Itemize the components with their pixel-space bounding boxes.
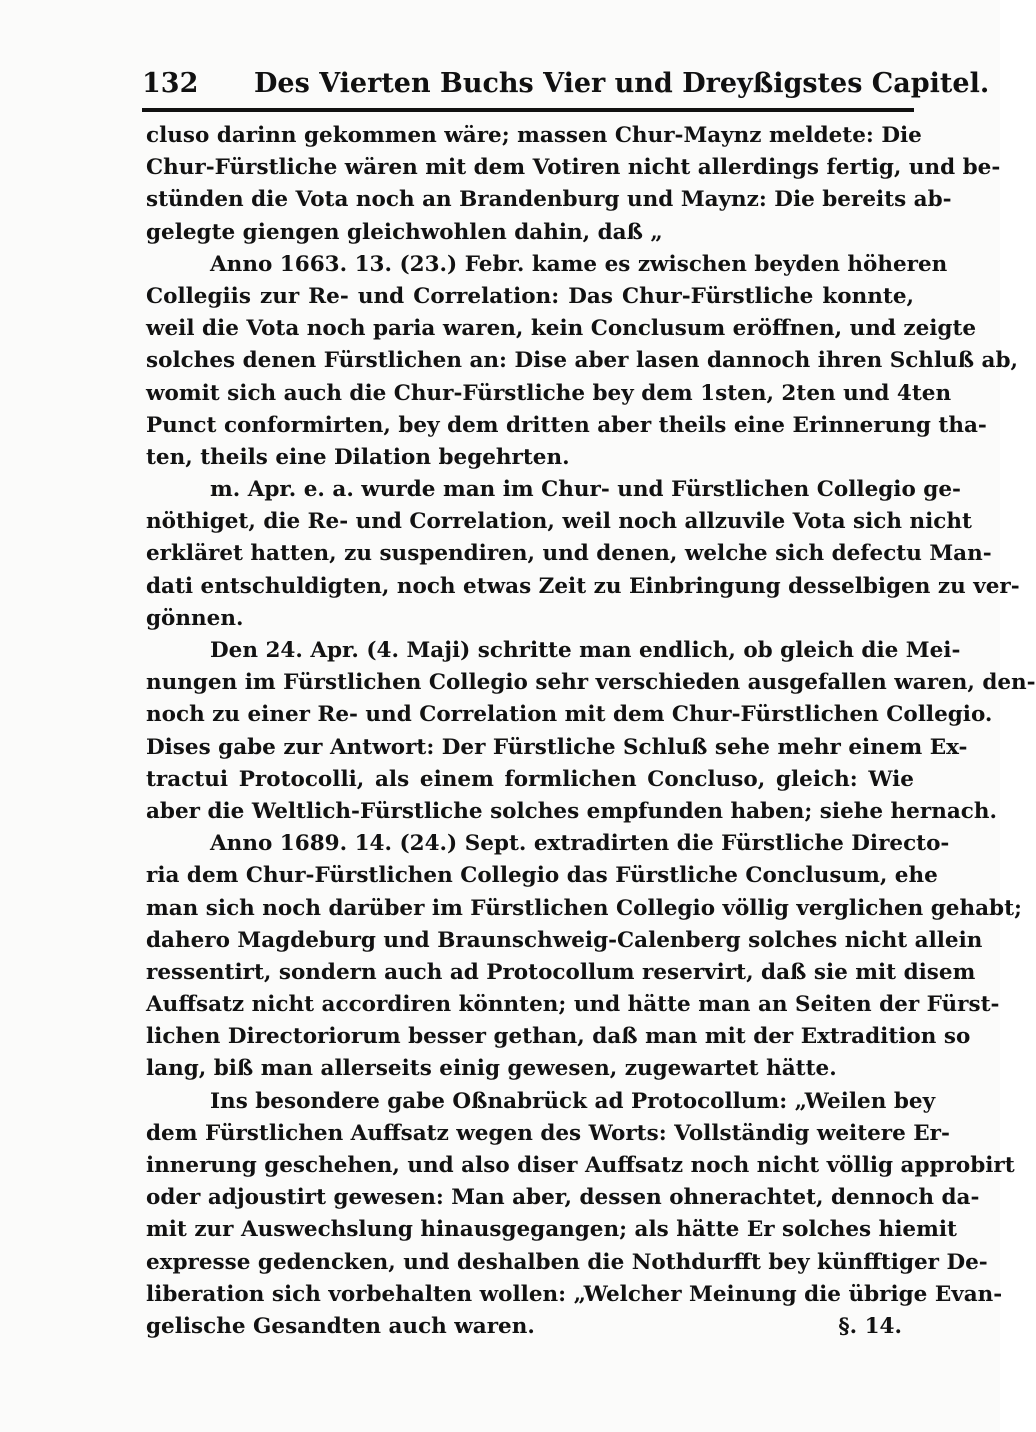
text-line: liberation sich vorbehalten wollen: „Welcher Meinung die übrige Evan- <box>146 1281 1003 1307</box>
text-line: gelegte giengen gleichwohlen dahin, daß „ <box>146 219 663 245</box>
text-line: nöthiget, die Re- und Correlation, weil noch allzuvile Vota sich nicht <box>146 509 972 535</box>
text-line: expresse gedencken, und deshalben die Nothdurfft bey künfftiger De- <box>146 1249 988 1275</box>
text-line: Anno 1663. 13. (23.) Febr. kame es zwischen beyden höheren <box>210 251 948 277</box>
running-title: Des Vierten Buchs Vier und Dreyßigstes Capitel. <box>254 68 990 99</box>
text-line: dahero Magdeburg und Braunschweig-Calenberg solches nicht allein <box>146 927 983 953</box>
text-line: gönnen. <box>146 605 244 631</box>
text-line: Auffsatz nicht accordiren könnten; und hätte man an Seiten der Fürst- <box>146 992 1000 1018</box>
text-line: mit zur Auswechslung hinausgegangen; als hätte Er solches hiemit <box>146 1217 957 1243</box>
text-line: ressentirt, sondern auch ad Protocollum reservirt, daß sie mit disem <box>146 959 976 985</box>
body-text <box>146 120 1036 1343</box>
text-line: oder adjoustirt gewesen: Man aber, dessen ohnerachtet, dennoch da- <box>146 1185 980 1211</box>
text-line: Dises gabe zur Antwort: Der Fürstliche Schluß sehe mehr einem Ex- <box>146 734 968 760</box>
text-line: gelische Gesandten auch waren. §. 14. <box>146 1311 914 1343</box>
text-line: dati entschuldigten, noch etwas Zeit zu Einbringung desselbigen zu ver- <box>146 573 1020 599</box>
text-line: man sich noch darüber im Fürstlichen Collegio völlig verglichen gehabt; <box>146 895 1022 921</box>
text-line: stünden die Vota noch an Brandenburg und Maynz: Die bereits ab- <box>146 187 952 213</box>
text-line: erkläret hatten, zu suspendiren, und denen, welche sich defectu Man- <box>146 541 992 567</box>
text-line: lang, biß man allerseits einig gewesen, zugewartet hätte. <box>146 1056 837 1082</box>
text-line: dem Fürstlichen Auffsatz wegen des Worts: Vollständig weitere Er- <box>146 1120 950 1146</box>
text-line: lichen Directoriorum besser gethan, daß man mit der Extradition so <box>146 1024 971 1050</box>
text-line: noch zu einer Re- und Correlation mit dem Chur-Fürstlichen Collegio. <box>146 702 993 728</box>
catchword: §. 14. <box>838 1313 902 1339</box>
text-line: Chur-Fürstliche wären mit dem Votiren nicht allerdings fertig, und be- <box>146 155 1001 181</box>
text-line: Den 24. Apr. (4. Maji) schritte man endlich, ob gleich die Mei- <box>210 638 961 663</box>
text-line: weil die Vota noch paria waren, kein Conclusum eröffnen, und zeigte <box>146 316 977 342</box>
text-line: womit sich auch die Chur-Fürstliche bey dem 1sten, 2ten und 4ten <box>146 380 952 406</box>
text-line: nungen im Fürstlichen Collegio sehr verschieden ausgefallen waren, den- <box>146 670 1036 696</box>
text-line: innerung geschehen, und also diser Auffsatz noch nicht völlig approbirt <box>146 1153 1015 1178</box>
page-number: 132 <box>142 68 199 99</box>
text-line: Anno 1689. 14. (24.) Sept. extradirten die Fürstliche Directo- <box>210 831 950 857</box>
text-line: solches denen Fürstlichen an: Dise aber lasen dannoch ihren Schluß ab, <box>146 348 1019 374</box>
header-rule <box>142 108 914 112</box>
text-line: m. Apr. e. a. wurde man im Chur- und Fürstlichen Collegio ge- <box>210 477 961 503</box>
text-line: cluso darinn gekommen wäre; massen Chur-Maynz meldete: Die <box>146 123 922 148</box>
page-header <box>142 64 990 104</box>
text-line: ten, theils eine Dilation begehrten. <box>146 444 570 470</box>
text-line: Ins besondere gabe Oßnabrück ad Protocollum: „Weilen bey <box>210 1088 936 1114</box>
text-line: Punct conformirten, bey dem dritten aber theils eine Erinnerung tha- <box>146 412 987 438</box>
text-line: ria dem Chur-Fürstlichen Collegio das Fürstliche Conclusum, ehe <box>146 863 938 889</box>
text-line: Collegiis zur Re- und Correlation: Das Chur-Fürstliche konnte, <box>146 283 914 309</box>
text-line: tractui Protocolli, als einem formlichen Concluso, gleich: Wie <box>146 766 914 792</box>
text-line: aber die Weltlich-Fürstliche solches empfunden haben; siehe hernach. <box>146 798 997 824</box>
